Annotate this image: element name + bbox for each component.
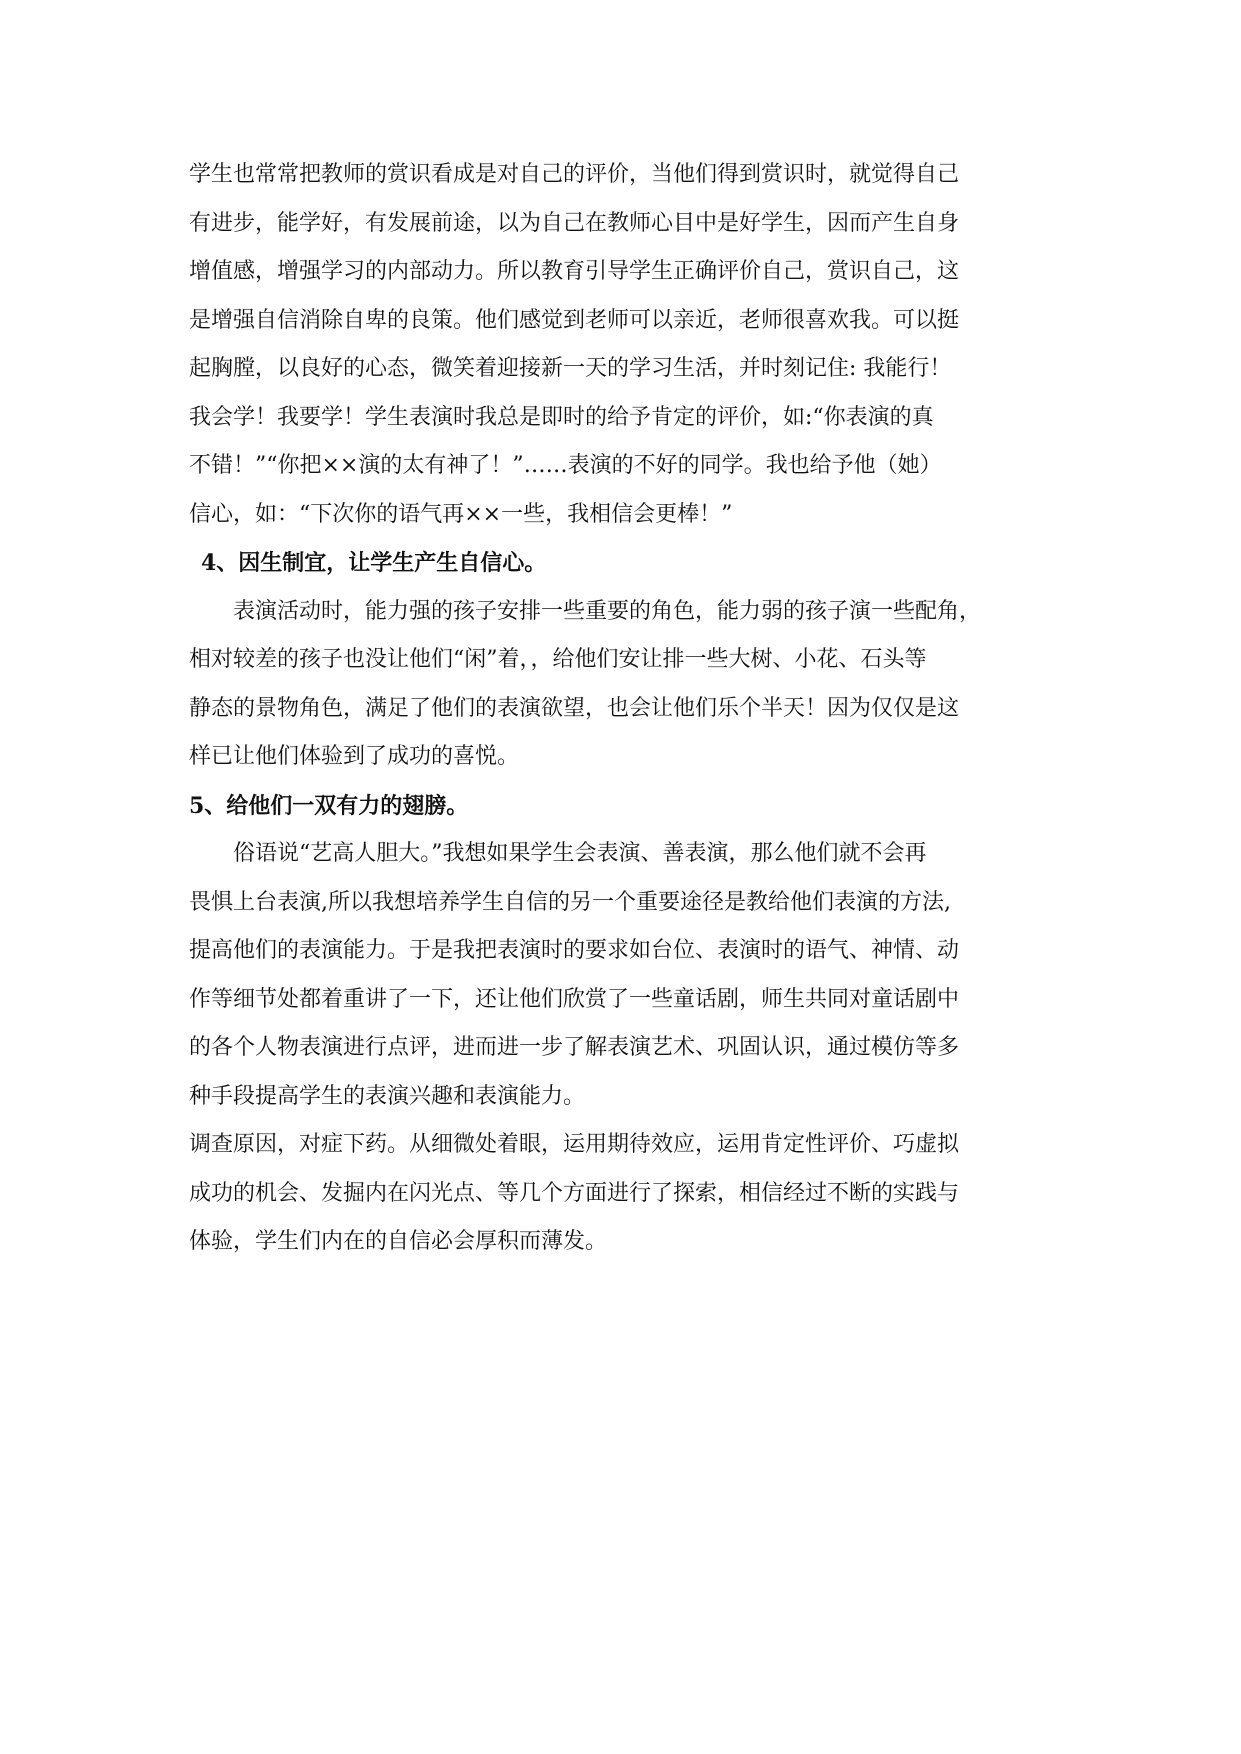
document-body [189, 151, 1069, 1267]
paragraph-line: 提高他们的表演能力。于是我把表演时的要求如台位、表演时的语气、神情、动 [189, 938, 960, 963]
paragraph-line: 作等细节处都着重讲了一下，还让他们欣赏了一些童话剧，师生共同对童话剧中 [189, 986, 960, 1012]
paragraph-line: 种手段提高学生的表演兴趣和表演能力。 [189, 1083, 586, 1109]
paragraph-line: 学生也常常把教师的赏识看成是对自己的评价，当他们得到赏识时，就觉得自己 [189, 162, 960, 187]
paragraph-line: 起胸膛，以良好的心态，微笑着迎接新一天的学习生活，并时刻记住: 我能行！ [189, 356, 952, 381]
paragraph-line: 我会学！我要学！学生表演时我总是即时的给予肯定的评价，如:“你表演的真 [189, 404, 934, 430]
paragraph-line: 俗语说“艺高人胆大。”我想如果学生会表演、善表演，那么他们就不会再 [189, 841, 927, 866]
paragraph-line: 不错！”“你把××演的太有神了！”……表演的不好的同学。我也给予他（她） [189, 453, 942, 478]
paragraph-line: 增值感，增强学习的内部动力。所以教育引导学生正确评价自己，赏识自己，这 [189, 259, 960, 284]
paragraph-line: 的各个人物表演进行点评，进而进一步了解表演艺术、巩固认识，通过模仿等多 [189, 1035, 960, 1060]
paragraph-line: 是增强自信消除自卑的良策。他们感觉到老师可以亲近，老师很喜欢我。可以挺 [189, 307, 960, 333]
paragraph-line: 信心，如：“下次你的语气再××一些，我相信会更棒！” [189, 501, 733, 527]
section-heading-4: 4、因生制宜，让学生产生自信心。 [201, 550, 547, 576]
paragraph-line: 有进步，能学好，有发展前途，以为自己在教师心目中是好学生，因而产生自身 [189, 210, 960, 236]
paragraph-line: 静态的景物角色，满足了他们的表演欲望，也会让他们乐个半天！因为仅仅是这 [189, 695, 960, 721]
paragraph-line: 体验，学生们内在的自信必会厚积而薄发。 [189, 1229, 608, 1254]
paragraph-line: 表演活动时，能力强的孩子安排一些重要的角色，能力弱的孩子演一些配角， [189, 598, 982, 624]
paragraph-line: 样已让他们体验到了成功的喜悦。 [189, 744, 520, 769]
paragraph-line: 调查原因，对症下药。从细微处着眼，运用期待效应，运用肯定性评价、巧虚拟 [189, 1132, 960, 1157]
paragraph-line: 成功的机会、发掘内在闪光点、等几个方面进行了探索，相信经过不断的实践与 [189, 1180, 960, 1206]
section-heading-5: 5、给他们一双有力的翅膀。 [189, 792, 469, 819]
paragraph-line: 畏惧上台表演,所以我想培养学生自信的另一个重要途径是教给他们表演的方法, [189, 889, 951, 915]
paragraph-line: 相对较差的孩子也没让他们“闲”着，，给他们安让排一些大树、小花、石头等 [189, 647, 927, 672]
